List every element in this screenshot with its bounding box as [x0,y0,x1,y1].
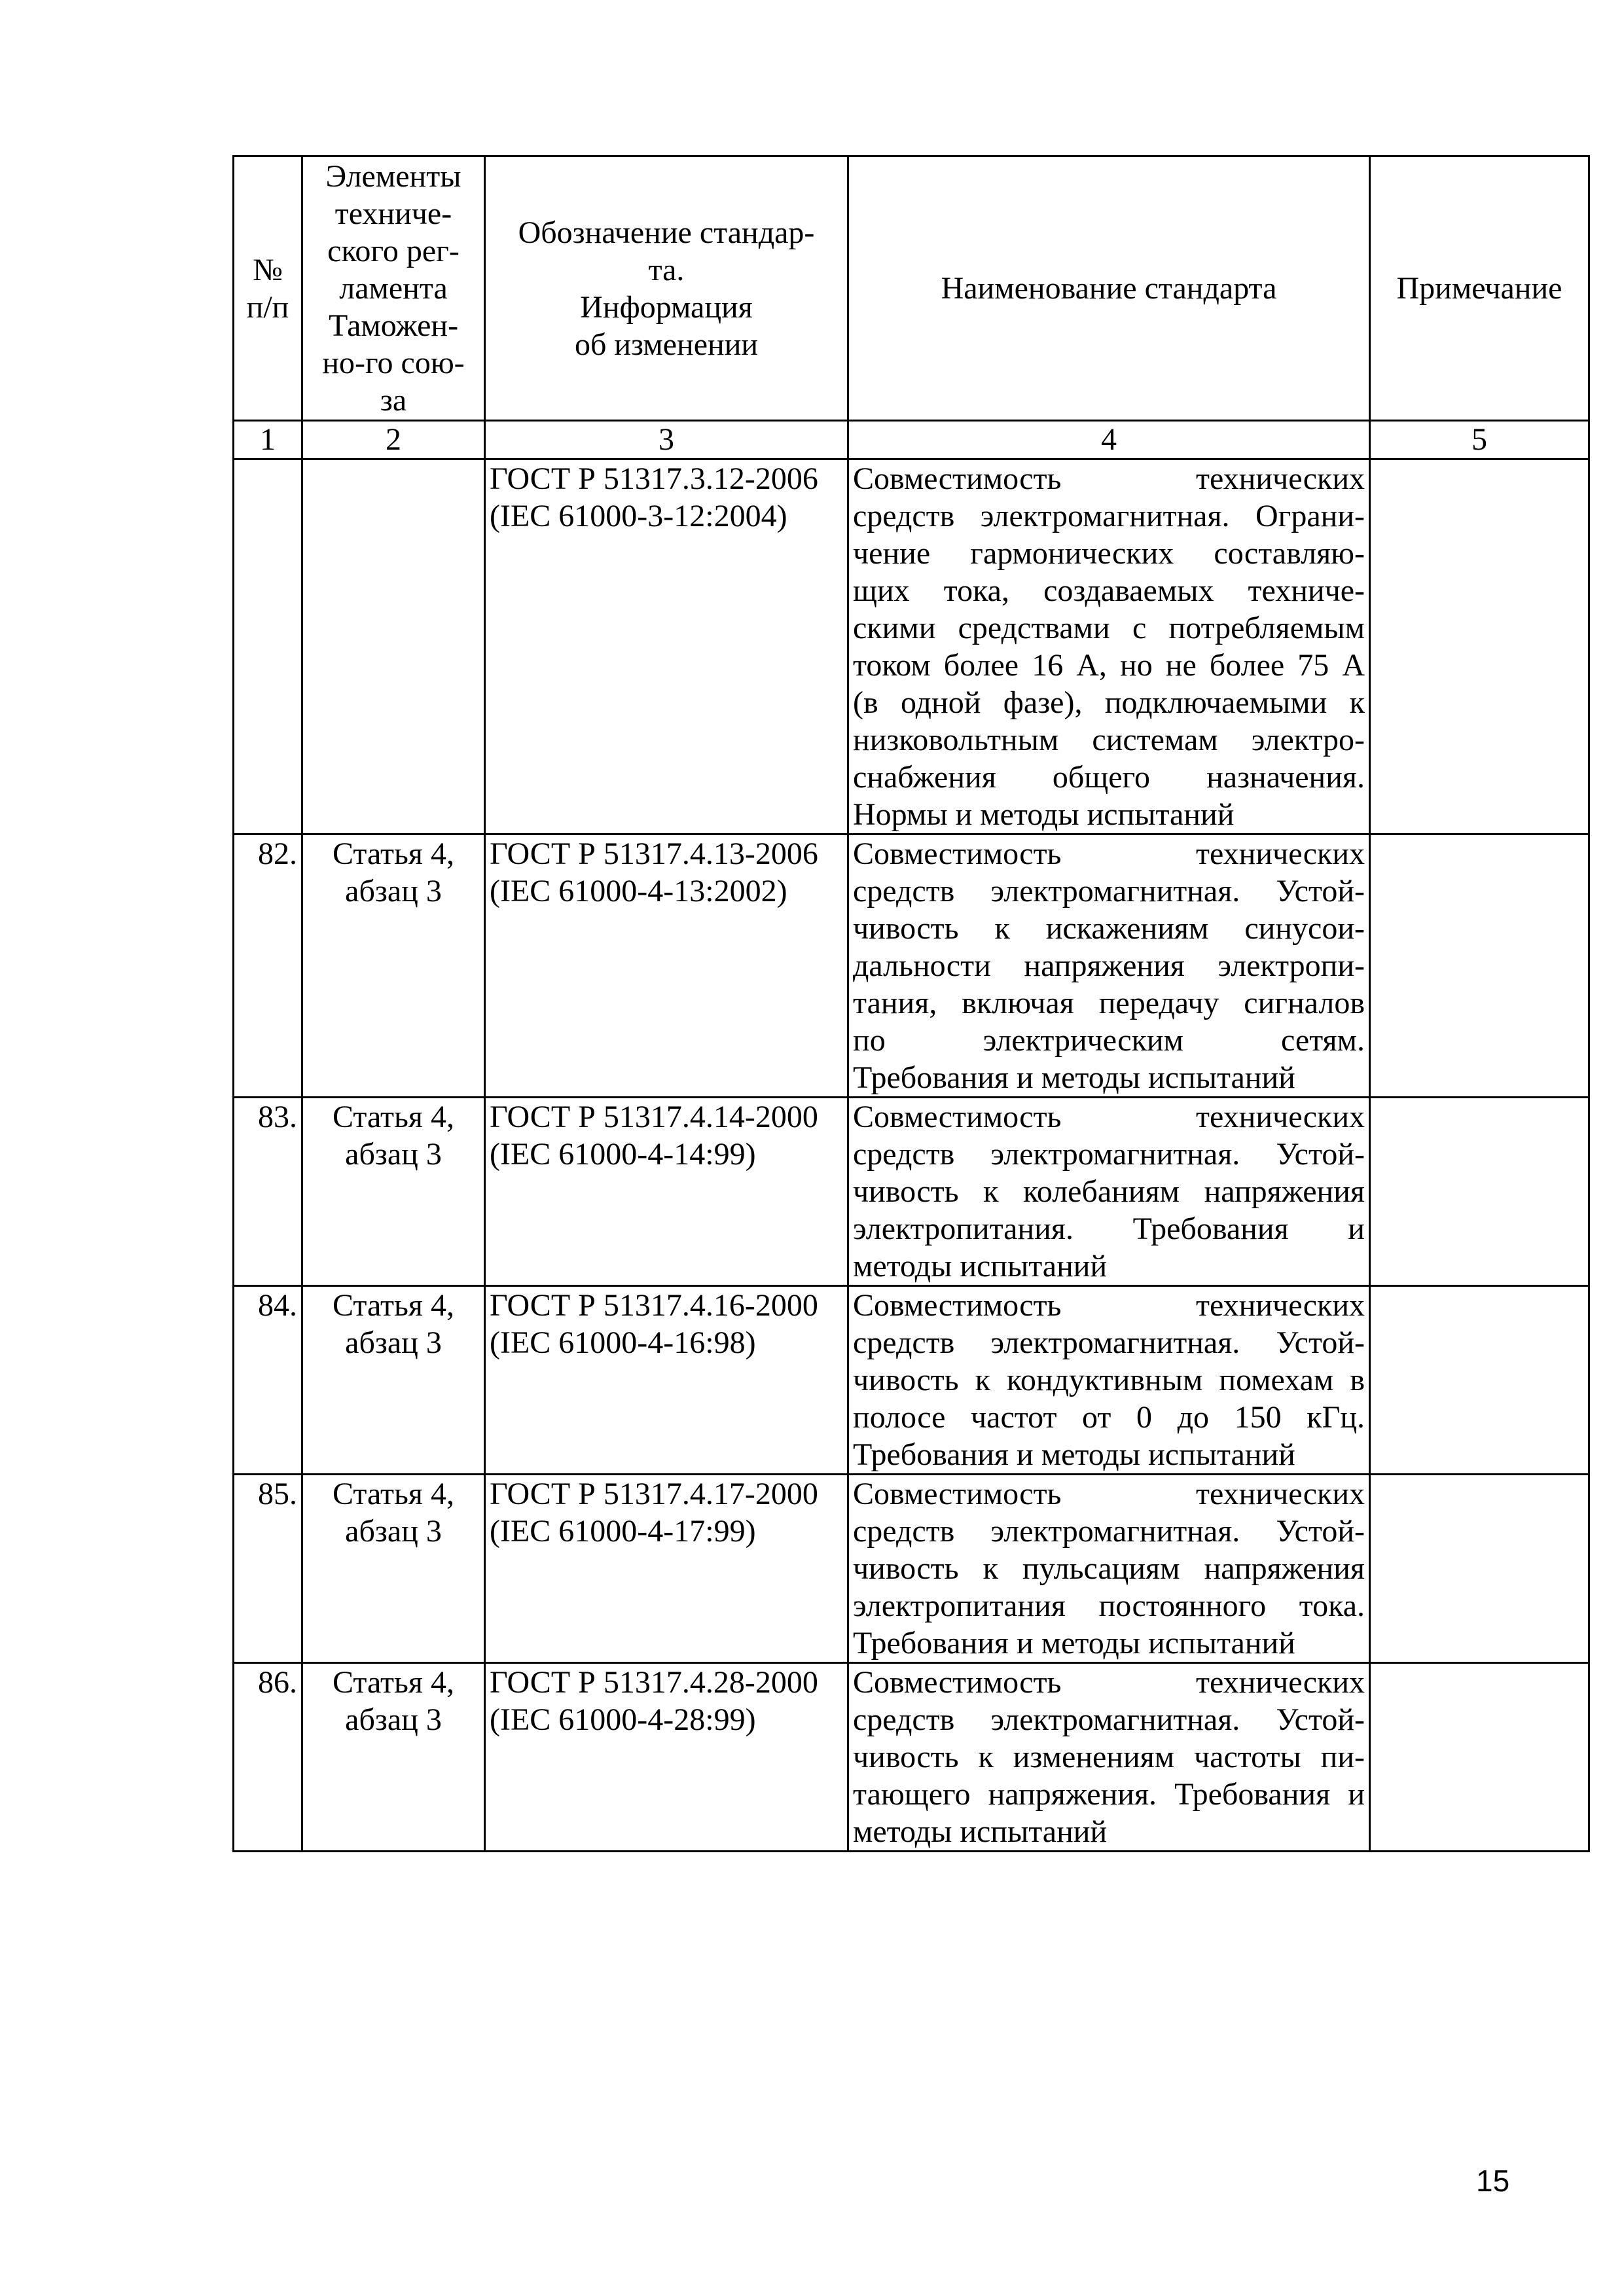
column-number: 4 [848,421,1370,459]
standard-name-line: средств электромагнитная. Устой- [853,1137,1365,1172]
standard-name-line: Требования и методы испытаний [853,1060,1295,1095]
row-number: 86. [234,1663,302,1852]
table-row [234,459,1589,834]
standard-name-line: Нормы и методы испытаний [853,797,1235,832]
row-number: 83. [234,1098,302,1286]
standard-designation-line: (IEC 61000-4-17:99) [490,1514,756,1549]
regulation-element-line: Статья 4, [333,1288,454,1323]
table-row [234,1098,1589,1286]
standard-name-line: чивость к изменениям частоты пи- [853,1740,1365,1774]
standard-designation [485,834,848,1098]
regulation-element-line: абзац 3 [345,1137,442,1172]
standard-name [848,1098,1370,1286]
standard-name-line: дальности напряжения электропи- [853,948,1365,983]
regulation-element-line: абзац 3 [345,1702,442,1737]
note [1370,1475,1589,1663]
standard-name-line: чивость к кондуктивным помехам в [853,1363,1365,1397]
column-number: 2 [302,421,485,459]
regulation-element [302,1663,485,1852]
header-line: ламента [339,271,448,306]
header-line: п/п [246,289,289,325]
regulation-element-line: абзац 3 [345,1514,442,1549]
standard-name-line: Совместимость технических [853,1477,1365,1511]
standard-name-line: методы испытаний [853,1814,1108,1849]
regulation-element [302,459,485,834]
standard-designation-line: ГОСТ Р 51317.4.17-2000 [490,1477,818,1511]
standard-name-line: средств электромагнитная. Устой- [853,874,1365,908]
row-number: 82. [234,834,302,1098]
standard-name-line: Совместимость технических [853,461,1365,496]
standard-designation [485,459,848,834]
standard-name-line: Совместимость технических [853,1665,1365,1700]
standard-name-line: электропитания. Требования и [853,1211,1365,1246]
table-row [234,1475,1589,1663]
standard-designation-line: ГОСТ Р 51317.4.14-2000 [490,1100,818,1134]
header-line: об изменении [574,327,759,362]
regulation-element [302,1475,485,1663]
regulation-element-line: Статья 4, [333,1665,454,1700]
header-line: Таможен- [328,308,459,343]
standard-name-line: током более 16 А, но не более 75 А [853,648,1365,683]
standard-name-line: снабжения общего назначения. [853,760,1365,795]
regulation-element-line: абзац 3 [345,874,442,908]
regulation-element [302,834,485,1098]
standard-name [848,1475,1370,1663]
standard-designation-line: (IEC 61000-4-28:99) [490,1702,756,1737]
header-col-element [302,156,485,421]
header-col-standard [485,156,848,421]
standard-name-line: чение гармонических составляю- [853,536,1365,571]
header-line: Элементы [325,159,461,194]
table-row [234,1286,1589,1475]
row-number: 85. [234,1475,302,1663]
note [1370,1098,1589,1286]
standard-designation-line: (IEC 61000-4-14:99) [490,1137,756,1172]
header-line: ского рег- [327,234,460,268]
standard-designation-line: (IEC 61000-4-16:98) [490,1325,756,1360]
standard-name-line: тающего напряжения. Требования и [853,1777,1365,1812]
standard-name-line: полосе частот от 0 до 150 кГц. [853,1400,1365,1435]
header-line: Обозначение стандар- [518,215,815,250]
standard-name [848,1663,1370,1852]
standard-name-line: тания, включая передачу сигналов [853,986,1365,1020]
table-body [234,459,1589,1852]
header-line: за [380,383,407,418]
header-col-number [234,156,302,421]
regulation-element [302,1098,485,1286]
standard-name-line: щих тока, создаваемых техниче- [853,573,1365,608]
standards-table [232,155,1590,1852]
standard-name-line: Требования и методы испытаний [853,1626,1295,1660]
note [1370,459,1589,834]
row-number: 84. [234,1286,302,1475]
standard-designation-line: ГОСТ Р 51317.4.13-2006 [490,836,818,871]
standard-name-line: (в одной фазе), подключаемыми к [853,685,1365,720]
column-number: 5 [1370,421,1589,459]
standard-name-line: Совместимость технических [853,1100,1365,1134]
header-line: та. [648,252,685,287]
standard-name [848,834,1370,1098]
regulation-element-line: Статья 4, [333,836,454,871]
header-col-name: Наименование стандарта [848,156,1370,421]
note [1370,834,1589,1098]
column-number: 3 [485,421,848,459]
table-row [234,834,1589,1098]
standard-name-line: по электрическим сетям. [853,1023,1365,1058]
header-line: Информация [580,289,753,325]
standard-designation-line: (IEC 61000-4-13:2002) [490,874,787,908]
standard-designation-line: ГОСТ Р 51317.3.12-2006 [490,461,818,496]
standard-designation [485,1098,848,1286]
column-number: 1 [234,421,302,459]
standard-name-line: средств электромагнитная. Устой- [853,1702,1365,1737]
regulation-element-line: Статья 4, [333,1100,454,1134]
standard-name [848,459,1370,834]
column-numbers-row [234,421,1589,459]
table-row [234,1663,1589,1852]
header-line: но-го сою- [322,346,465,380]
standard-name-line: низковольтным системам электро- [853,723,1365,757]
standard-name-line: чивость к искажениям синусои- [853,911,1365,946]
standard-designation [485,1475,848,1663]
header-col-note: Примечание [1370,156,1589,421]
standard-name-line: средств электромагнитная. Устой- [853,1514,1365,1549]
standard-name-line: методы испытаний [853,1249,1108,1283]
standard-name [848,1286,1370,1475]
header-line: № [253,252,283,287]
note [1370,1663,1589,1852]
standard-name-line: Совместимость технических [853,1288,1365,1323]
row-number [234,459,302,834]
standard-name-line: чивость к пульсациям напряжения [853,1551,1365,1586]
standard-name-line: электропитания постоянного тока. [853,1588,1365,1623]
regulation-element-line: Статья 4, [333,1477,454,1511]
page-number: 15 [1476,2164,1510,2198]
standard-designation-line: ГОСТ Р 51317.4.28-2000 [490,1665,818,1700]
standard-name-line: Совместимость технических [853,836,1365,871]
standard-designation-line: (IEC 61000-3-12:2004) [490,499,787,533]
regulation-element-line: абзац 3 [345,1325,442,1360]
regulation-element [302,1286,485,1475]
standard-designation [485,1286,848,1475]
header-row [234,156,1589,421]
note [1370,1286,1589,1475]
standard-name-line: средств электромагнитная. Ограни- [853,499,1365,533]
standard-name-line: Требования и методы испытаний [853,1437,1295,1472]
standard-name-line: средств электромагнитная. Устой- [853,1325,1365,1360]
standard-name-line: чивость к колебаниям напряжения [853,1174,1365,1209]
standard-designation-line: ГОСТ Р 51317.4.16-2000 [490,1288,818,1323]
header-line: техниче- [334,196,452,231]
standard-designation [485,1663,848,1852]
standard-name-line: скими средствами с потребляемым [853,611,1365,645]
